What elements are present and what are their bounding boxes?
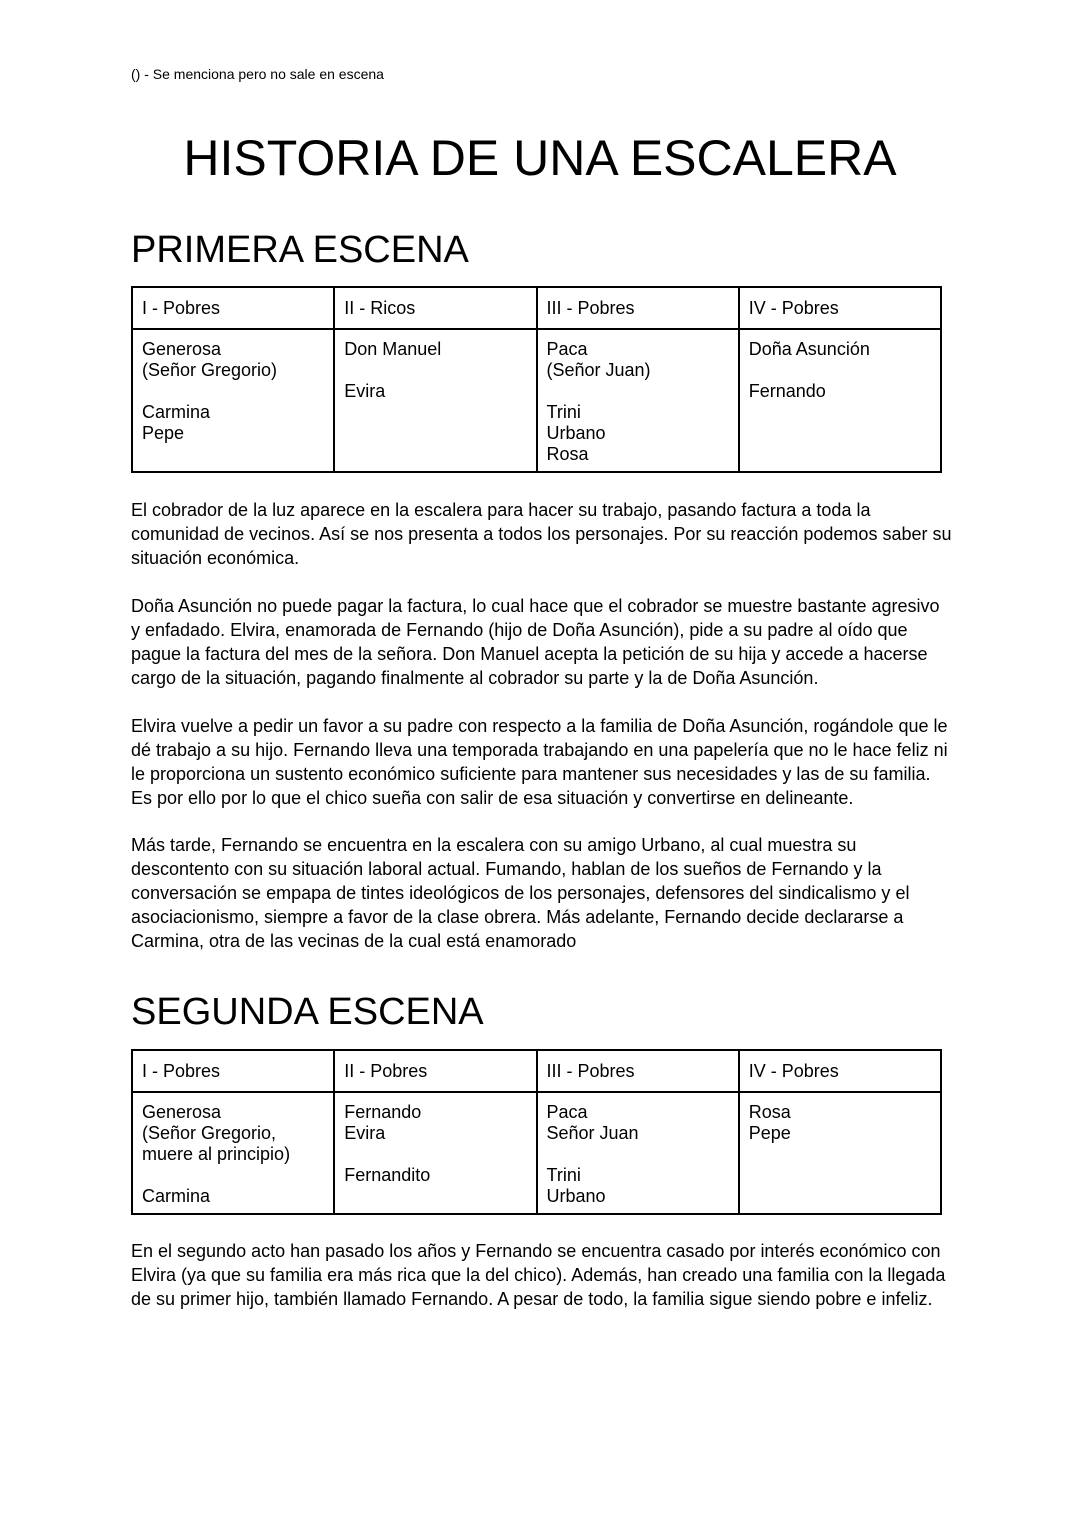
table-header-cell: II - Ricos <box>334 287 536 329</box>
blank-line <box>142 381 324 402</box>
table-cell <box>132 329 334 472</box>
character-name: Generosa <box>142 339 222 359</box>
character-name: Urbano <box>546 423 606 443</box>
table-header-cell: II - Pobres <box>334 1050 536 1092</box>
table-header-cell: III - Pobres <box>537 1050 739 1092</box>
table-header-row <box>132 287 941 329</box>
scene2-paragraph: En el segundo acto han pasado los años y Fernando se encuentra casado por interés económico con Elvira (ya que su familia era más rica que la del chico). Además, han creado una familia con la llegada de su primer hijo, también llamado Fernando. A pesar de todo, la familia sigue siendo pobre e infeliz. <box>131 1241 946 1309</box>
character-name: Pepe <box>142 423 185 443</box>
character-name: Fernandito <box>344 1165 431 1185</box>
document-title: HISTORIA DE UNA ESCALERA <box>183 130 897 186</box>
table-row <box>132 329 941 472</box>
scene1-paragraph: Más tarde, Fernando se encuentra en la escalera con su amigo Urbano, al cual muestra su descontento con su situación laboral actual. Fumando, hablan de los sueños de Fernando y la conversación se empapa de tintes ideológicos de los personajes, defensores del sindicalismo y el asociacionismo, siempre a favor de la clase obrera. Más adelante, Fernando decide declararse a Carmina, otra de las vecinas de la cual está enamorado <box>131 835 910 951</box>
character-name: Trini <box>546 402 581 422</box>
table-cell <box>132 1092 334 1214</box>
scene1-paragraph: Elvira vuelve a pedir un favor a su padre con respecto a la familia de Doña Asunción, rogándole que le dé trabajo a su hijo. Fernando lleva una temporada trabajando en una papelería que no le hace feliz ni le proporciona un sustento económico suficiente para mantener sus necesidades y las de su familia. Es por ello por lo que el chico sueña con salir de esa situación y convertirse en delineante. <box>131 716 948 808</box>
character-name: Señor Juan <box>546 1123 639 1143</box>
scene2-cast-table <box>131 1049 942 1215</box>
table-cell <box>739 1092 941 1214</box>
table-cell <box>537 329 739 472</box>
blank-line <box>142 1165 324 1186</box>
table-header-cell: I - Pobres <box>132 287 334 329</box>
character-name: Carmina <box>142 402 211 422</box>
scene1-heading: PRIMERA ESCENA <box>131 229 469 271</box>
scene2-heading: SEGUNDA ESCENA <box>131 991 484 1033</box>
character-name: Evira <box>344 1123 386 1143</box>
table-header-row <box>132 1050 941 1092</box>
scene1-paragraph: Doña Asunción no puede pagar la factura, lo cual hace que el cobrador se muestre bastante agresivo y enfadado. Elvira, enamorada de Fernando (hijo de Doña Asunción), pide a su padre al oído que pague la factura del mes de la señora. Don Manuel acepta la petición de su hija y accede a hacerse cargo de la situación, pagando finalmente al cobrador su parte y la de Doña Asunción. <box>131 596 940 688</box>
table-header-cell: IV - Pobres <box>739 287 941 329</box>
table-cell <box>739 329 941 472</box>
blank-line <box>547 1144 729 1165</box>
blank-line <box>344 360 526 381</box>
character-name: Fernando <box>748 381 826 401</box>
scene1-paragraph: El cobrador de la luz aparece en la escalera para hacer su trabajo, pasando factura a toda la comunidad de vecinos. Así se nos presenta a todos los personajes. Por su reacción podemos saber su situación económica. <box>131 500 952 568</box>
table-cell <box>334 1092 536 1214</box>
character-name: Carmina <box>142 1186 211 1206</box>
legend-note: () - Se menciona pero no sale en escena <box>131 66 384 82</box>
table-header-cell: I - Pobres <box>132 1050 334 1092</box>
character-name: Generosa <box>142 1102 222 1122</box>
character-name: Paca <box>546 1102 588 1122</box>
character-name: Rosa <box>748 1102 791 1122</box>
table-row <box>132 1092 941 1214</box>
character-name: (Señor Gregorio, <box>142 1123 277 1143</box>
character-name: Evira <box>344 381 386 401</box>
table-header-cell: IV - Pobres <box>739 1050 941 1092</box>
character-name: Pepe <box>748 1123 791 1143</box>
character-name: Rosa <box>546 444 589 464</box>
character-name: Doña Asunción <box>748 339 870 359</box>
blank-line <box>749 360 931 381</box>
table-cell <box>334 329 536 472</box>
character-name: (Señor Juan) <box>546 360 651 380</box>
character-name: Urbano <box>546 1186 606 1206</box>
blank-line <box>344 1144 526 1165</box>
table-cell <box>537 1092 739 1214</box>
table-header-cell: III - Pobres <box>537 287 739 329</box>
character-name: Don Manuel <box>344 339 442 359</box>
blank-line <box>547 381 729 402</box>
character-name: muere al principio) <box>142 1144 291 1164</box>
character-name: Trini <box>546 1165 581 1185</box>
character-name: Fernando <box>344 1102 422 1122</box>
character-name: Paca <box>546 339 588 359</box>
scene1-cast-table <box>131 286 942 473</box>
character-name: (Señor Gregorio) <box>142 360 278 380</box>
